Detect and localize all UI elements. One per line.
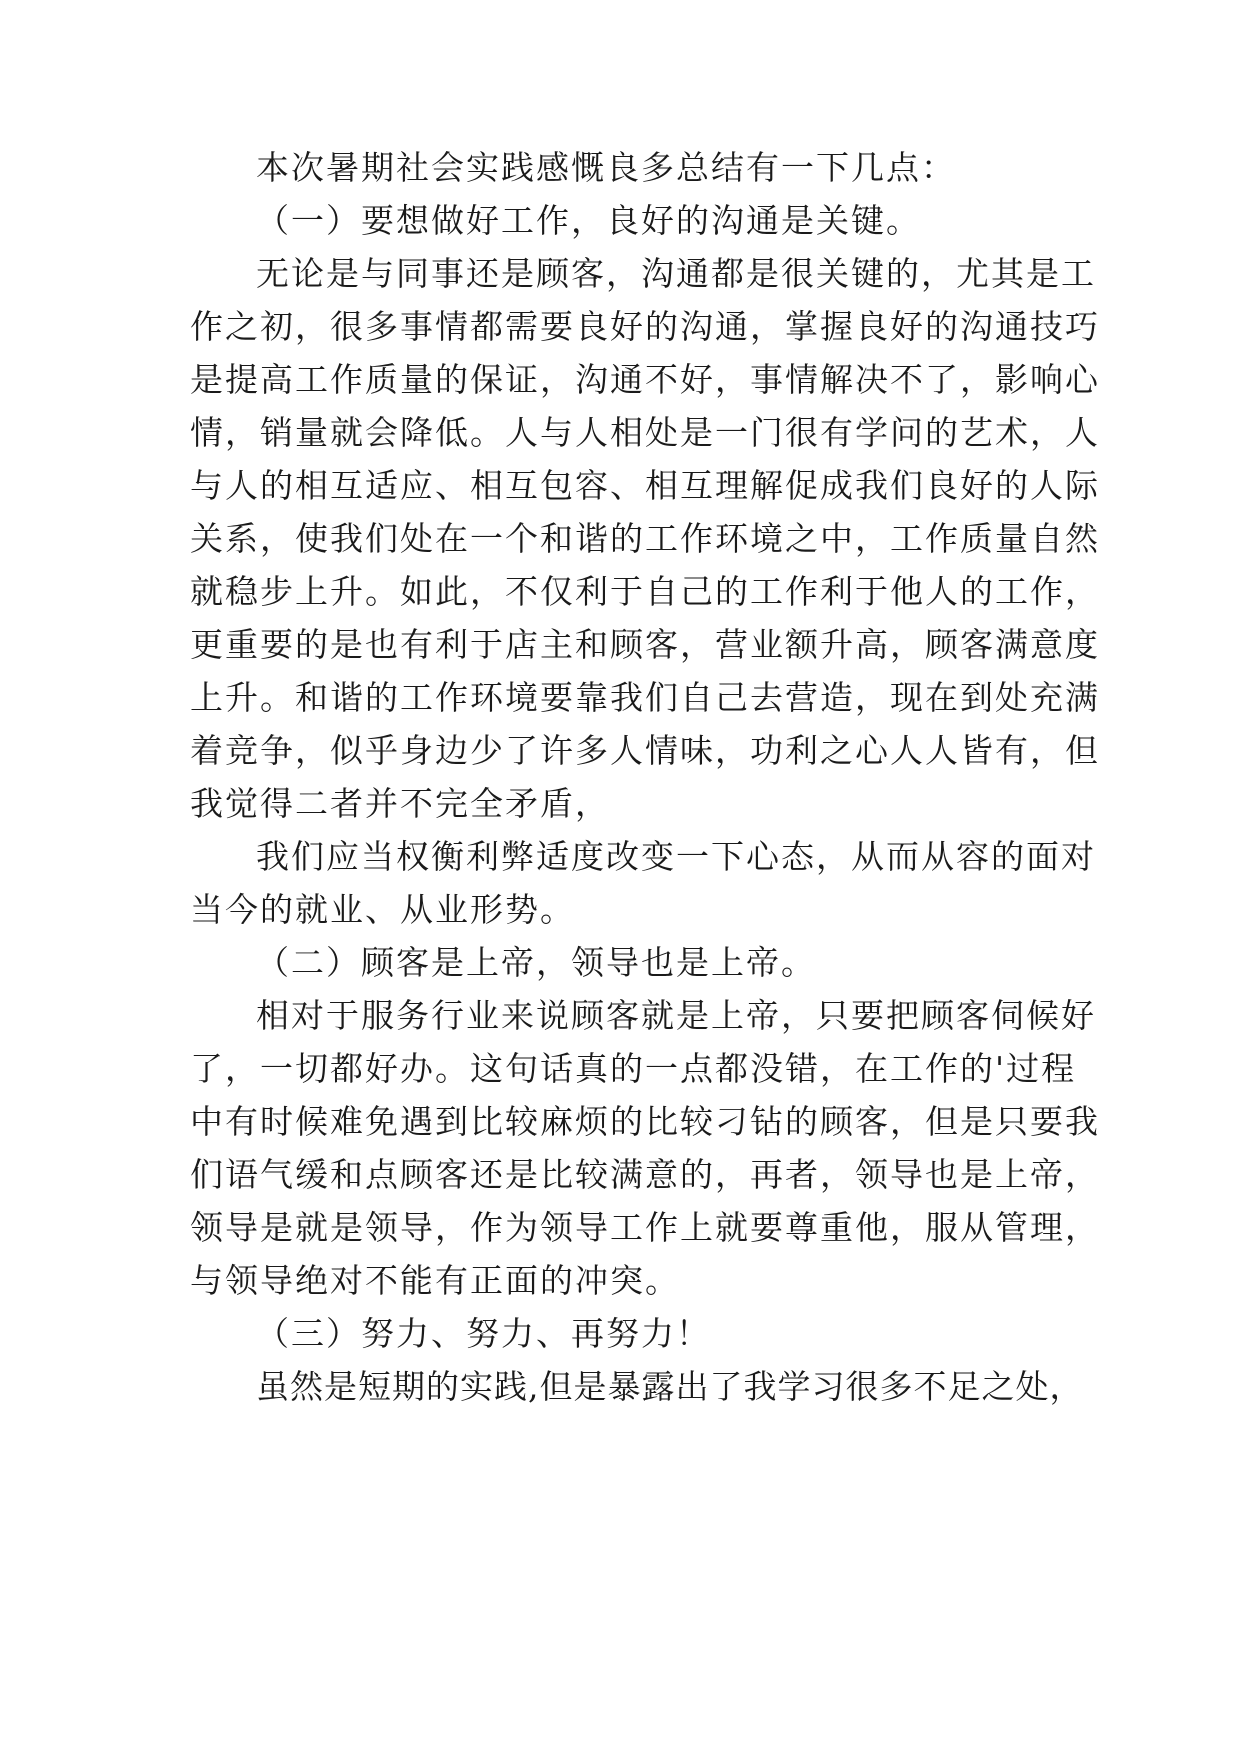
paragraph-line: 情，销量就会降低。人与人相处是一门很有学问的艺术，人 [190, 413, 1100, 452]
paragraph-line: 我们应当权衡利弊适度改变一下心态，从而从容的面对 [256, 837, 1096, 876]
section-heading: （二）顾客是上帝，领导也是上帝。 [256, 943, 816, 982]
section-heading: （一）要想做好工作，良好的沟通是关键。 [256, 201, 921, 240]
section-heading: （三）努力、努力、再努力！ [256, 1314, 711, 1353]
paragraph-line: 着竞争，似乎身边少了许多人情味，功利之心人人皆有，但 [190, 731, 1100, 770]
paragraph-line: 中有时候难免遇到比较麻烦的比较刁钻的顾客，但是只要我 [190, 1102, 1100, 1141]
paragraph-line: 作之初，很多事情都需要良好的沟通，掌握良好的沟通技巧 [190, 307, 1100, 346]
paragraph-line: 我觉得二者并不完全矛盾， [190, 784, 610, 823]
paragraph-line: 与领导绝对不能有正面的冲突。 [190, 1261, 680, 1300]
paragraph-line: 了，一切都好办。这句话真的一点都没错，在工作的'过程 [190, 1049, 1077, 1088]
paragraph-line: 与人的相互适应、相互包容、相互理解促成我们良好的人际 [190, 466, 1100, 505]
paragraph-line: 领导是就是领导，作为领导工作上就要尊重他，服从管理， [190, 1208, 1100, 1247]
paragraph-line: 本次暑期社会实践感慨良多总结有一下几点： [256, 148, 956, 187]
paragraph-line: 相对于服务行业来说顾客就是上帝，只要把顾客伺候好 [256, 996, 1096, 1035]
paragraph-line: 是提高工作质量的保证，沟通不好，事情解决不了，影响心 [190, 360, 1100, 399]
paragraph-line: 当今的就业、从业形势。 [190, 890, 575, 929]
paragraph-line: 更重要的是也有利于店主和顾客，营业额升高，顾客满意度 [190, 625, 1100, 664]
paragraph-line: 上升。和谐的工作环境要靠我们自己去营造，现在到处充满 [190, 678, 1100, 717]
paragraph-line: 无论是与同事还是顾客，沟通都是很关键的，尤其是工 [256, 254, 1096, 293]
paragraph-line: 虽然是短期的实践,但是暴露出了我学习很多不足之处， [256, 1367, 1084, 1406]
paragraph-line: 关系，使我们处在一个和谐的工作环境之中，工作质量自然 [190, 519, 1100, 558]
paragraph-line: 就稳步上升。如此，不仅利于自己的工作利于他人的工作， [190, 572, 1100, 611]
paragraph-line: 们语气缓和点顾客还是比较满意的，再者，领导也是上帝， [190, 1155, 1100, 1194]
